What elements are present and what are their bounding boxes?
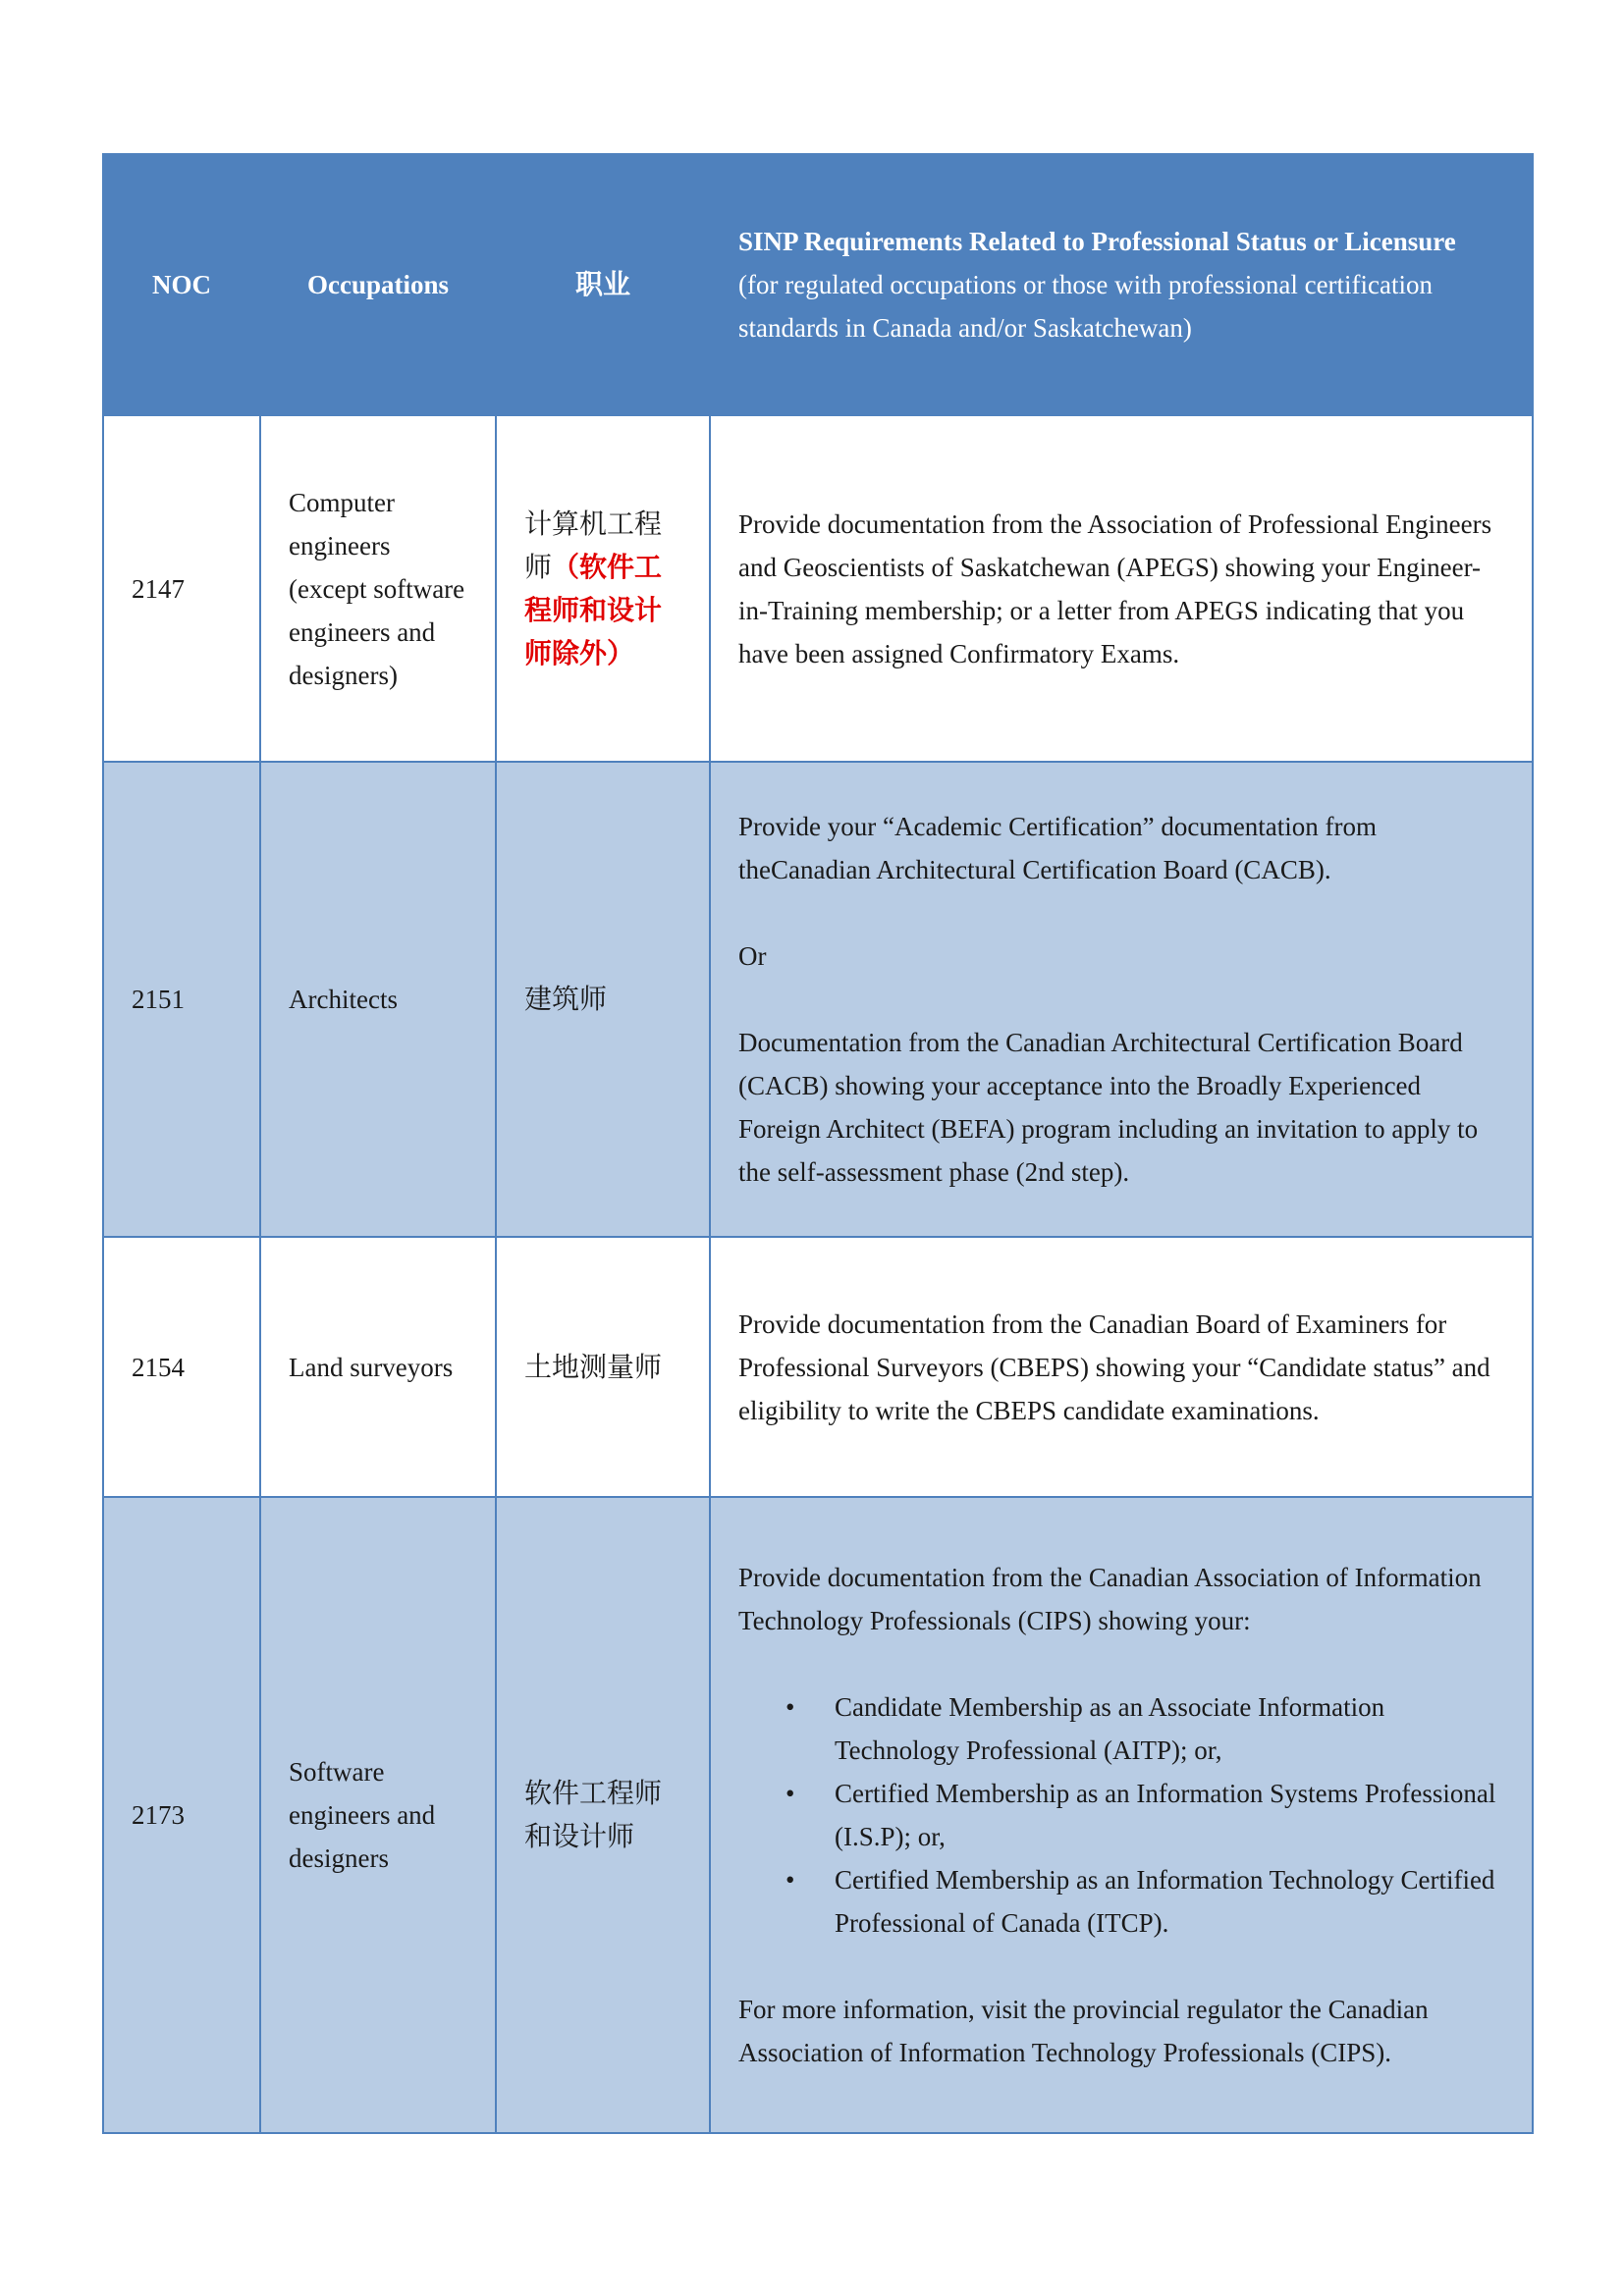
table-row-2147 xyxy=(103,415,1533,762)
cell-requirements xyxy=(710,415,1533,762)
header-occupations: Occupations xyxy=(260,154,496,415)
requirement-or: Or xyxy=(738,941,767,971)
cell-occupation: Land surveyors xyxy=(260,1237,496,1497)
requirement-text: Documentation from the Canadian Architectural Certification Board (CACB) showing your acceptance into the Broadly Experienced Foreign Architect (BEFA) program including an invitation to apply to the self-assessment phase (2nd step). xyxy=(738,1028,1479,1187)
cell-chinese xyxy=(496,415,710,762)
chinese-occupation: 计算机工程师 xyxy=(524,507,663,583)
chinese-occupation: 软件工程师和设计师 xyxy=(524,1777,663,1852)
cell-occupation: Architects xyxy=(260,762,496,1237)
cell-requirements xyxy=(710,762,1533,1237)
cell-requirements xyxy=(710,1237,1533,1497)
table-header-row xyxy=(103,154,1533,415)
table-row-2173 xyxy=(103,1497,1533,2133)
list-item-text: Candidate Membership as an Associate Information Technology Professional (AITP); or, xyxy=(835,1692,1385,1765)
bullet-icon: • xyxy=(785,1692,795,1722)
header-requirements-title: SINP Requirements Related to Professional Status or Licensure xyxy=(738,227,1456,256)
paragraph-gap xyxy=(738,891,1504,934)
chinese-occupation: 土地测量师 xyxy=(524,1350,663,1383)
cell-requirements xyxy=(710,1497,1533,2133)
table-row-2151 xyxy=(103,762,1533,1237)
chinese-occupation-note: （软件工程师和设计师除外） xyxy=(524,550,663,669)
header-noc: NOC xyxy=(103,154,260,415)
list-item xyxy=(785,1772,1504,1858)
header-requirements-note: (for regulated occupations or those with professional certification standards in Canada and/or Saskatchewan) xyxy=(738,270,1434,343)
cell-occupation: Software engineers and designers xyxy=(260,1497,496,2133)
requirement-outro: For more information, visit the provincial regulator the Canadian Association of Information Technology Professionals (CIPS). xyxy=(738,1995,1429,2067)
requirement-intro: Provide documentation from the Canadian Association of Information Technology Professionals (CIPS) showing your: xyxy=(738,1563,1482,1635)
header-chinese: 职业 xyxy=(496,154,710,415)
chinese-occupation: 建筑师 xyxy=(524,983,608,1015)
requirement-text: Provide documentation from the Association of Professional Engineers and Geoscientists of Saskatchewan (APEGS) showing your Engineer-in-Training membership; or a letter from APEGS indicating that you have been assigned Confirmatory Exams. xyxy=(738,508,1492,668)
requirement-text: Provide your “Academic Certification” documentation from theCanadian Architectural Certification Board (CACB). xyxy=(738,812,1378,884)
cell-chinese xyxy=(496,762,710,1237)
list-item-text: Certified Membership as an Information Technology Certified Professional of Canada (ITCP). xyxy=(835,1865,1495,1938)
cell-chinese xyxy=(496,1237,710,1497)
cell-noc: 2151 xyxy=(103,762,260,1237)
cell-noc: 2154 xyxy=(103,1237,260,1497)
paragraph-gap xyxy=(738,1945,1504,1988)
requirement-bullet-list xyxy=(738,1685,1504,1945)
list-item xyxy=(785,1858,1504,1945)
cell-chinese xyxy=(496,1497,710,2133)
cell-occupation: Computer engineers (except software engineers and designers) xyxy=(260,415,496,762)
paragraph-gap xyxy=(738,1642,1504,1685)
cell-noc: 2147 xyxy=(103,415,260,762)
sinp-requirements-table xyxy=(102,153,1534,2134)
list-item xyxy=(785,1685,1504,1772)
list-item-text: Certified Membership as an Information Systems Professional (I.S.P); or, xyxy=(835,1779,1496,1851)
cell-noc: 2173 xyxy=(103,1497,260,2133)
bullet-icon: • xyxy=(785,1779,795,1808)
requirement-text: Provide documentation from the Canadian Board of Examiners for Professional Surveyors (CBEPS) showing your “Candidate status” and eligibility to write the CBEPS candidate examinations. xyxy=(738,1308,1490,1425)
bullet-icon: • xyxy=(785,1865,795,1895)
paragraph-gap xyxy=(738,978,1504,1021)
header-requirements xyxy=(710,154,1533,415)
document-page xyxy=(102,153,1532,2134)
table-row-2154 xyxy=(103,1237,1533,1497)
